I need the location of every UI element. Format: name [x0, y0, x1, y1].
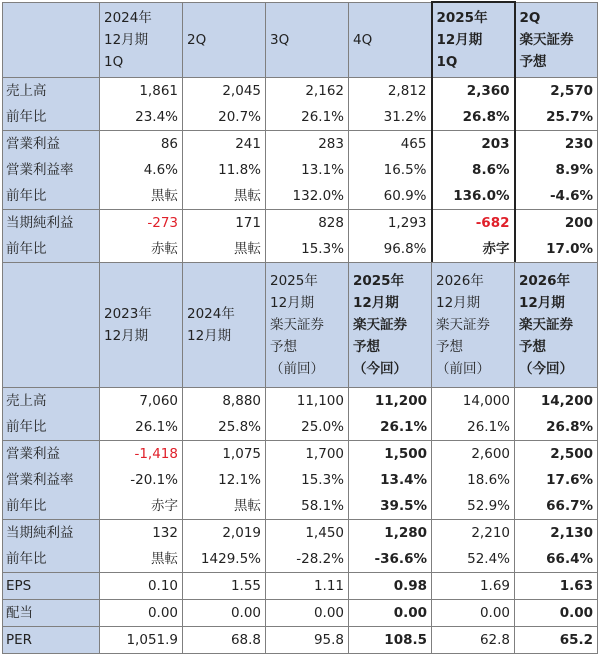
header-line: 4Q — [353, 31, 373, 48]
header-line: 12月期 — [104, 31, 149, 48]
table-cell: 1,075 — [183, 441, 266, 468]
table-cell: 241 — [183, 131, 266, 158]
header-line: （今回） — [353, 361, 407, 377]
table-row — [3, 546, 598, 573]
table-cell: 96.8% — [349, 236, 432, 263]
table-cell: 132.0% — [266, 183, 349, 210]
table-cell: 18.6% — [432, 467, 515, 493]
table-cell: 58.1% — [266, 493, 349, 520]
table-cell: 25.7% — [515, 104, 598, 131]
table-cell: 1.55 — [183, 573, 266, 600]
table-cell: -36.6% — [349, 546, 432, 573]
table-cell: 26.1% — [266, 104, 349, 131]
table-cell: 230 — [515, 131, 598, 158]
table-cell: 86 — [100, 131, 183, 158]
table-cell: 0.00 — [432, 600, 515, 627]
table-cell: 1,500 — [349, 441, 432, 468]
table-cell: 25.0% — [266, 414, 349, 441]
table-row — [3, 210, 598, 237]
table-cell: 66.4% — [515, 546, 598, 573]
table-cell: 12.1% — [183, 467, 266, 493]
header-line: 12月期 — [270, 295, 315, 311]
row-label: 売上高 — [3, 388, 100, 415]
table-cell: 赤字 — [432, 236, 515, 263]
table-cell: 20.7% — [183, 104, 266, 131]
header-line: 12月期 — [436, 295, 481, 311]
row-label: 前年比 — [3, 236, 100, 263]
table-cell: 1,293 — [349, 210, 432, 237]
table-cell: 52.4% — [432, 546, 515, 573]
table-cell: 200 — [515, 210, 598, 237]
table-cell: 17.6% — [515, 467, 598, 493]
table-cell: 95.8 — [266, 627, 349, 654]
table-cell: 7,060 — [100, 388, 183, 415]
table-cell: 4.6% — [100, 157, 183, 183]
table-cell: 14,000 — [432, 388, 515, 415]
row-label: 前年比 — [3, 183, 100, 210]
header-line: 12月期 — [353, 295, 399, 311]
table-cell: 1429.5% — [183, 546, 266, 573]
table-cell: 62.8 — [432, 627, 515, 654]
table-cell: 14,200 — [515, 388, 598, 415]
table-cell: 23.4% — [100, 104, 183, 131]
table-cell: 15.3% — [266, 236, 349, 263]
table2-header-2024 — [183, 263, 266, 388]
header-line: 予想 — [270, 339, 297, 355]
table-row — [3, 104, 598, 131]
row-label: 営業利益 — [3, 131, 100, 158]
table-cell: 26.8% — [515, 414, 598, 441]
header-line: 1Q — [104, 53, 124, 70]
table-row — [3, 183, 598, 210]
header-line: 3Q — [270, 31, 290, 48]
table-row — [3, 493, 598, 520]
header-line: 2025年 — [353, 273, 405, 289]
table-row — [3, 157, 598, 183]
header-line: 楽天証券 — [519, 317, 573, 333]
table1-header-2q-forecast — [515, 2, 598, 78]
table-cell: 黒転 — [100, 183, 183, 210]
table-cell: 108.5 — [349, 627, 432, 654]
row-label: EPS — [3, 573, 100, 600]
table-row — [3, 467, 598, 493]
header-line: 2025年 — [436, 10, 488, 26]
header-line: （前回） — [270, 361, 324, 377]
row-label: 売上高 — [3, 78, 100, 105]
row-label: 営業利益 — [3, 441, 100, 468]
table-cell: 11.8% — [183, 157, 266, 183]
table-cell: 2,360 — [432, 78, 515, 105]
table-cell: 2,812 — [349, 78, 432, 105]
table-cell: 26.1% — [349, 414, 432, 441]
header-line: 予想 — [519, 339, 546, 355]
table-cell: 黒転 — [100, 546, 183, 573]
table1-header-2024-1q — [100, 2, 183, 78]
header-line: 楽天証券 — [519, 31, 574, 48]
header-line: （今回） — [519, 361, 573, 377]
table-row — [3, 627, 598, 654]
table-cell: 8.9% — [515, 157, 598, 183]
table-row — [3, 414, 598, 441]
table-cell: 0.10 — [100, 573, 183, 600]
table-cell: 132 — [100, 520, 183, 547]
table2-header-row — [3, 263, 598, 388]
table-cell: -273 — [100, 210, 183, 237]
table-row — [3, 441, 598, 468]
table-cell: 16.5% — [349, 157, 432, 183]
table-cell: 黒転 — [183, 236, 266, 263]
table-cell: 11,200 — [349, 388, 432, 415]
table1-corner — [3, 2, 100, 78]
table-cell: 26.1% — [100, 414, 183, 441]
table-cell: 1,450 — [266, 520, 349, 547]
header-line: 楽天証券 — [270, 317, 324, 333]
table-cell: 39.5% — [349, 493, 432, 520]
table-cell: 15.3% — [266, 467, 349, 493]
table-cell: 黒転 — [183, 183, 266, 210]
table-cell: 66.7% — [515, 493, 598, 520]
header-line: （前回） — [436, 361, 490, 377]
row-label: 前年比 — [3, 414, 100, 441]
row-label: 前年比 — [3, 546, 100, 573]
table-cell: 203 — [432, 131, 515, 158]
table-cell: -4.6% — [515, 183, 598, 210]
quarterly-results-table — [2, 1, 598, 264]
table-cell: 2,130 — [515, 520, 598, 547]
table1-header-2q — [183, 2, 266, 78]
table2-header-2026-current — [515, 263, 598, 388]
table2-header-2025-prev — [266, 263, 349, 388]
table-row — [3, 236, 598, 263]
row-label: 営業利益率 — [3, 467, 100, 493]
table-row — [3, 573, 598, 600]
header-line: 2023年 — [104, 306, 152, 322]
table-cell: 2,045 — [183, 78, 266, 105]
table-cell: 283 — [266, 131, 349, 158]
table-cell: 60.9% — [349, 183, 432, 210]
header-line: 12月期 — [187, 328, 232, 344]
table-cell: 171 — [183, 210, 266, 237]
table-cell: 11,100 — [266, 388, 349, 415]
table2-header-2023 — [100, 263, 183, 388]
header-line: 予想 — [353, 339, 380, 355]
header-line: 12月期 — [104, 328, 149, 344]
table-cell: 2,019 — [183, 520, 266, 547]
table-cell: 1,280 — [349, 520, 432, 547]
header-line: 楽天証券 — [353, 317, 407, 333]
table-cell: 465 — [349, 131, 432, 158]
table-cell: -682 — [432, 210, 515, 237]
table-cell: 0.00 — [515, 600, 598, 627]
annual-forecast-table — [2, 262, 598, 654]
table-cell: 1,700 — [266, 441, 349, 468]
table-cell: 0.00 — [183, 600, 266, 627]
row-label: 前年比 — [3, 104, 100, 131]
table-cell: 1,051.9 — [100, 627, 183, 654]
table-cell: -1,418 — [100, 441, 183, 468]
table-cell: 2,570 — [515, 78, 598, 105]
table-row — [3, 520, 598, 547]
header-line: 予想 — [436, 339, 463, 355]
row-label: 配当 — [3, 600, 100, 627]
table-cell: 17.0% — [515, 236, 598, 263]
table2-header-2026-prev — [432, 263, 515, 388]
table2-corner — [3, 263, 100, 388]
table-row — [3, 78, 598, 105]
row-label: 営業利益率 — [3, 157, 100, 183]
header-line: 2Q — [519, 9, 541, 26]
table-cell: 25.8% — [183, 414, 266, 441]
row-label: 当期純利益 — [3, 210, 100, 237]
header-line: 12月期 — [436, 32, 483, 48]
table-cell: 0.98 — [349, 573, 432, 600]
table-row — [3, 131, 598, 158]
table-cell: 68.8 — [183, 627, 266, 654]
table-cell: -28.2% — [266, 546, 349, 573]
header-line: 2Q — [187, 31, 207, 48]
table1-header-3q — [266, 2, 349, 78]
row-label: 当期純利益 — [3, 520, 100, 547]
table-cell: 31.2% — [349, 104, 432, 131]
table-row — [3, 388, 598, 415]
table-cell: 52.9% — [432, 493, 515, 520]
row-label: 前年比 — [3, 493, 100, 520]
header-line: 1Q — [436, 54, 458, 70]
table-cell: 8.6% — [432, 157, 515, 183]
table1-header-2025-1q — [432, 2, 515, 78]
table-cell: 0.00 — [100, 600, 183, 627]
table-cell: 1.69 — [432, 573, 515, 600]
header-line: 2026年 — [436, 273, 484, 289]
table2-header-2025-current — [349, 263, 432, 388]
table-cell: 1.63 — [515, 573, 598, 600]
table-cell: 1.11 — [266, 573, 349, 600]
table1-header-4q — [349, 2, 432, 78]
row-label: PER — [3, 627, 100, 654]
table-cell: 2,162 — [266, 78, 349, 105]
table-cell: 13.4% — [349, 467, 432, 493]
table-cell: 赤転 — [100, 236, 183, 263]
header-line: 2026年 — [519, 273, 571, 289]
table-cell: -20.1% — [100, 467, 183, 493]
header-line: 2025年 — [270, 273, 318, 289]
table-cell: 8,880 — [183, 388, 266, 415]
table-cell: 1,861 — [100, 78, 183, 105]
table-cell: 2,210 — [432, 520, 515, 547]
header-line: 予想 — [519, 53, 547, 70]
table-cell: 136.0% — [432, 183, 515, 210]
table-cell: 65.2 — [515, 627, 598, 654]
header-line: 2024年 — [104, 9, 152, 26]
table-cell: 13.1% — [266, 157, 349, 183]
table-cell: 26.8% — [432, 104, 515, 131]
table1-header-row — [3, 2, 598, 78]
table-cell: 26.1% — [432, 414, 515, 441]
table-cell: 2,500 — [515, 441, 598, 468]
table-cell: 0.00 — [349, 600, 432, 627]
table-cell: 2,600 — [432, 441, 515, 468]
header-line: 楽天証券 — [436, 317, 490, 333]
table-cell: 0.00 — [266, 600, 349, 627]
header-line: 12月期 — [519, 295, 565, 311]
table-cell: 黒転 — [183, 493, 266, 520]
header-line: 2024年 — [187, 306, 235, 322]
table-cell: 赤字 — [100, 493, 183, 520]
table-cell: 828 — [266, 210, 349, 237]
table-row — [3, 600, 598, 627]
